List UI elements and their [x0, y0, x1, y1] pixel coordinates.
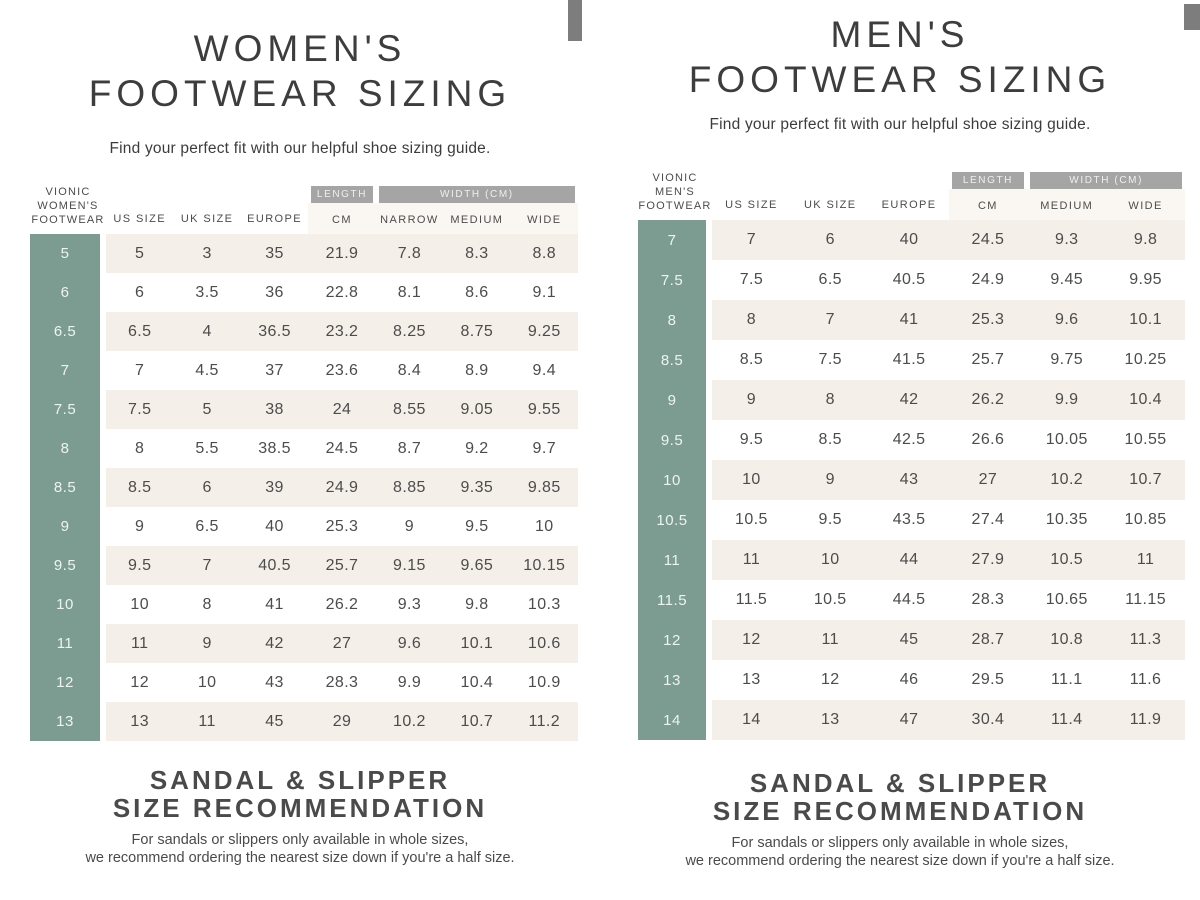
row-data-cell: 23.6: [325, 361, 359, 379]
row-data-cell: 10.2: [376, 702, 443, 741]
row-data-cell: 7: [135, 361, 145, 379]
mens-size-table: [638, 172, 1185, 740]
length-cm-column-header: CM: [308, 203, 375, 234]
row-data-cell: 7.5: [818, 351, 842, 368]
row-data-cell: 10.65: [1045, 591, 1088, 608]
row-data-cell: 10.5: [813, 591, 847, 608]
row-data-cell: 9.25: [511, 312, 578, 351]
row-size-cell: 11: [638, 540, 712, 580]
womens-title-line2: FOOTWEAR SIZING: [88, 73, 512, 114]
row-data-cell: 5: [173, 390, 240, 429]
row-data-cell: 6: [135, 283, 145, 301]
row-data-cell: 10: [130, 595, 150, 613]
row-data-cell: 24.5: [949, 220, 1028, 260]
row-size-cell: 7.5: [638, 260, 712, 300]
row-data-cell: 26.2: [949, 380, 1028, 420]
row-size-cell: 11: [30, 624, 106, 663]
row-data-cell: 43.5: [892, 511, 926, 528]
row-data-cell: 8: [202, 595, 212, 613]
corner-header-line: VIONIC: [652, 172, 698, 184]
womens-table-corner-header: [30, 185, 106, 234]
row-data-cell: 29: [308, 702, 375, 741]
row-size-cell: 8.5: [30, 468, 106, 507]
row-data-cell: 8.5: [106, 468, 173, 507]
footer-text-line: we recommend ordering the nearest size down if you're a half size.: [85, 850, 515, 866]
row-data-cell: 42: [870, 380, 949, 420]
width-group-header: WIDTH (CM): [1030, 172, 1182, 189]
womens-sandal-recommendation-text: [0, 831, 600, 867]
row-data-cell: 24.9: [308, 468, 375, 507]
row-data-cell: 9.05: [443, 390, 510, 429]
row-data-cell: 46: [899, 671, 919, 688]
row-data-cell: 9.35: [443, 468, 510, 507]
row-data-cell: 10.4: [460, 673, 494, 691]
width-medium-column-header: MEDIUM: [443, 203, 510, 234]
row-data-cell: 6.5: [106, 312, 173, 351]
row-data-cell: 28.3: [971, 591, 1005, 608]
row-data-cell: 9.4: [532, 361, 556, 379]
row-data-cell: 6.5: [818, 271, 842, 288]
footer-text-line: we recommend ordering the nearest size down if you're a half size.: [685, 853, 1115, 869]
row-data-cell: 6: [791, 220, 870, 260]
row-data-cell: 9: [135, 517, 145, 535]
row-data-cell: 9.5: [818, 511, 842, 528]
length-group-header: LENGTH: [311, 186, 372, 203]
mens-table-corner-header: [638, 171, 712, 220]
mens-sandal-recommendation-text: [600, 834, 1200, 870]
row-size-cell: 7: [638, 220, 712, 260]
row-data-cell: 7: [173, 546, 240, 585]
row-data-cell: 27.4: [971, 511, 1005, 528]
row-size-cell: 9.5: [638, 420, 712, 460]
row-data-cell: 8.8: [511, 234, 578, 273]
row-data-cell: 8.7: [397, 439, 422, 457]
womens-title-line1: WOMEN'S: [193, 28, 407, 69]
row-data-cell: 8.55: [376, 390, 443, 429]
row-data-cell: 9.8: [1106, 220, 1185, 260]
row-data-cell: 29.5: [971, 671, 1005, 688]
row-data-cell: 8.5: [818, 431, 842, 448]
us-size-column-header: US SIZE: [113, 213, 166, 225]
footer-heading-line: SANDAL & SLIPPER: [149, 765, 451, 795]
row-data-cell: 10.15: [511, 546, 578, 585]
row-data-cell: 10.9: [527, 673, 561, 691]
us-size-column-header: US SIZE: [725, 199, 778, 211]
row-data-cell: 10.6: [511, 624, 578, 663]
row-size-cell: 11.5: [638, 580, 712, 620]
row-data-cell: 47: [870, 700, 949, 740]
row-data-cell: 9.2: [465, 439, 489, 457]
row-size-cell: 8.5: [638, 340, 712, 380]
row-data-cell: 6: [173, 468, 240, 507]
row-data-cell: 43: [870, 460, 949, 500]
row-data-cell: 10: [791, 540, 870, 580]
row-size-cell: 6: [30, 273, 106, 312]
row-size-cell: 7: [30, 351, 106, 390]
row-data-cell: 8: [791, 380, 870, 420]
row-data-cell: 9.55: [511, 390, 578, 429]
row-data-cell: 6.5: [195, 517, 219, 535]
row-data-cell: 41.5: [892, 351, 926, 368]
row-size-cell: 13: [30, 702, 106, 741]
row-size-cell: 10: [30, 585, 106, 624]
row-data-cell: 8.4: [397, 361, 422, 379]
row-data-cell: 40.5: [241, 546, 308, 585]
row-data-cell: 12: [712, 620, 791, 660]
row-data-cell: 11: [1106, 540, 1185, 580]
row-size-cell: 8: [30, 429, 106, 468]
row-data-cell: 10: [712, 460, 791, 500]
row-data-cell: 43: [265, 673, 284, 691]
corner-header-line: MEN'S: [655, 186, 695, 198]
row-data-cell: 7: [712, 220, 791, 260]
row-size-cell: 13: [638, 660, 712, 700]
row-data-cell: 7.8: [376, 234, 443, 273]
row-data-cell: 8.1: [397, 283, 422, 301]
row-data-cell: 11: [106, 624, 173, 663]
row-data-cell: 10.85: [1124, 511, 1167, 528]
row-data-cell: 30.4: [949, 700, 1028, 740]
row-data-cell: 9.9: [397, 673, 422, 691]
row-data-cell: 11.9: [1106, 700, 1185, 740]
row-data-cell: 10.2: [1027, 460, 1106, 500]
row-data-cell: 10.7: [443, 702, 510, 741]
uk-size-column-header: UK SIZE: [803, 199, 857, 211]
row-data-cell: 8: [135, 439, 145, 457]
row-data-cell: 25.3: [325, 517, 359, 535]
row-data-cell: 11.1: [1050, 671, 1083, 688]
row-data-cell: 9.3: [1027, 220, 1106, 260]
row-data-cell: 3: [173, 234, 240, 273]
row-data-cell: 45: [241, 702, 308, 741]
row-data-cell: 36.5: [241, 312, 308, 351]
footer-heading-line: SANDAL & SLIPPER: [749, 768, 1051, 798]
row-data-cell: 24.5: [325, 439, 359, 457]
footer-text-line: For sandals or slippers only available in whole sizes,: [731, 835, 1069, 851]
row-data-cell: 10.3: [527, 595, 561, 613]
row-data-cell: 36: [265, 283, 284, 301]
width-wide-column-header: WIDE: [511, 203, 578, 234]
row-data-cell: 9: [173, 624, 240, 663]
length-cm-column-header: CM: [949, 189, 1028, 220]
corner-header-line: VIONIC: [45, 186, 91, 198]
row-data-cell: 10.1: [1106, 300, 1185, 340]
top-center-gray-bar: [568, 0, 582, 41]
row-data-cell: 7: [791, 300, 870, 340]
row-data-cell: 41: [265, 595, 284, 613]
row-size-cell: 5: [30, 234, 106, 273]
womens-sandal-recommendation-heading: [0, 766, 600, 822]
row-size-cell: 6.5: [30, 312, 106, 351]
row-data-cell: 8.25: [376, 312, 443, 351]
row-data-cell: 38.5: [258, 439, 291, 457]
row-size-cell: 12: [638, 620, 712, 660]
row-data-cell: 9.6: [376, 624, 443, 663]
row-data-cell: 9: [712, 380, 791, 420]
row-data-cell: 42: [241, 624, 308, 663]
mens-sizing-section: [600, 0, 1200, 900]
row-data-cell: 44.5: [892, 591, 926, 608]
row-data-cell: 8.3: [443, 234, 510, 273]
row-data-cell: 8: [712, 300, 791, 340]
corner-header-line: FOOTWEAR: [638, 200, 712, 212]
width-medium-column-header: MEDIUM: [1027, 189, 1106, 220]
row-size-cell: 10: [638, 460, 712, 500]
row-data-cell: 9.85: [511, 468, 578, 507]
row-data-cell: 10.5: [1027, 540, 1106, 580]
row-data-cell: 4: [173, 312, 240, 351]
row-data-cell: 24: [308, 390, 375, 429]
row-data-cell: 12: [820, 671, 840, 688]
europe-column-header: EUROPE: [881, 199, 937, 211]
row-data-cell: 9.1: [532, 283, 556, 301]
row-data-cell: 10.35: [1045, 511, 1088, 528]
row-data-cell: 9.75: [1050, 351, 1084, 368]
row-data-cell: 13: [791, 700, 870, 740]
row-data-cell: 9.5: [465, 517, 489, 535]
row-data-cell: 9.5: [106, 546, 173, 585]
row-data-cell: 27: [949, 460, 1028, 500]
row-data-cell: 10.8: [1027, 620, 1106, 660]
row-data-cell: 28.7: [949, 620, 1028, 660]
mens-title-line2: FOOTWEAR SIZING: [688, 59, 1112, 100]
corner-header-line: FOOTWEAR: [31, 214, 105, 226]
row-data-cell: 10.5: [735, 511, 768, 528]
row-data-cell: 8.75: [443, 312, 510, 351]
row-data-cell: 11.5: [735, 591, 768, 608]
row-data-cell: 10: [197, 673, 217, 691]
row-data-cell: 39: [241, 468, 308, 507]
row-data-cell: 9: [404, 517, 415, 535]
row-data-cell: 24.9: [971, 271, 1005, 288]
row-data-cell: 21.9: [308, 234, 375, 273]
row-data-cell: 5: [106, 234, 173, 273]
row-data-cell: 23.2: [308, 312, 375, 351]
width-group-header: WIDTH (CM): [379, 186, 575, 203]
row-data-cell: 9.6: [1027, 300, 1106, 340]
row-data-cell: 25.7: [308, 546, 375, 585]
row-data-cell: 10.4: [1106, 380, 1185, 420]
row-size-cell: 9.5: [30, 546, 106, 585]
row-size-cell: 9: [638, 380, 712, 420]
row-size-cell: 9: [30, 507, 106, 546]
row-data-cell: 7.5: [739, 271, 764, 288]
length-group-header: LENGTH: [952, 172, 1025, 189]
womens-subtitle: Find your perfect fit with our helpful shoe sizing guide.: [109, 140, 491, 157]
width-narrow-column-header: NARROW: [376, 203, 443, 234]
row-size-cell: 10.5: [638, 500, 712, 540]
row-data-cell: 13: [106, 702, 173, 741]
row-data-cell: 9.7: [532, 439, 556, 457]
europe-column-header: EUROPE: [247, 213, 302, 225]
row-data-cell: 8.6: [465, 283, 489, 301]
row-size-cell: 14: [638, 700, 712, 740]
row-data-cell: 28.3: [325, 673, 359, 691]
row-data-cell: 8.5: [739, 351, 764, 368]
row-data-cell: 14: [712, 700, 791, 740]
row-data-cell: 26.2: [325, 595, 359, 613]
row-data-cell: 12: [130, 673, 150, 691]
row-data-cell: 41: [870, 300, 949, 340]
row-data-cell: 3.5: [195, 283, 219, 301]
row-data-cell: 10.1: [443, 624, 510, 663]
row-data-cell: 10.7: [1106, 460, 1185, 500]
row-data-cell: 5.5: [195, 439, 219, 457]
top-right-gray-bar: [1184, 4, 1200, 30]
row-data-cell: 10.55: [1124, 431, 1167, 448]
row-data-cell: 25.3: [949, 300, 1028, 340]
row-data-cell: 8.85: [376, 468, 443, 507]
row-data-cell: 9.65: [443, 546, 510, 585]
row-data-cell: 10: [534, 517, 554, 535]
row-size-cell: 12: [30, 663, 106, 702]
row-data-cell: 25.7: [971, 351, 1005, 368]
row-size-cell: 8: [638, 300, 712, 340]
row-data-cell: 9.45: [1050, 271, 1084, 288]
uk-size-column-header: UK SIZE: [180, 213, 234, 225]
row-data-cell: 11.6: [1129, 671, 1162, 688]
mens-subtitle: Find your perfect fit with our helpful shoe sizing guide.: [709, 116, 1091, 133]
row-data-cell: 45: [870, 620, 949, 660]
row-data-cell: 11.3: [1106, 620, 1185, 660]
row-data-cell: 9.9: [1027, 380, 1106, 420]
womens-size-table: [30, 186, 578, 741]
mens-title-line1: MEN'S: [830, 14, 970, 55]
row-data-cell: 10.25: [1124, 351, 1167, 368]
row-data-cell: 11: [712, 540, 791, 580]
row-data-cell: 40: [870, 220, 949, 260]
row-data-cell: 26.6: [971, 431, 1005, 448]
row-data-cell: 37: [265, 361, 284, 379]
row-data-cell: 11: [791, 620, 870, 660]
row-data-cell: 9.3: [397, 595, 422, 613]
row-data-cell: 40.5: [892, 271, 926, 288]
row-data-cell: 11: [173, 702, 240, 741]
row-data-cell: 9.8: [465, 595, 489, 613]
row-data-cell: 4.5: [195, 361, 219, 379]
row-data-cell: 13: [742, 671, 761, 688]
row-data-cell: 27.9: [949, 540, 1028, 580]
womens-page-title: [0, 26, 600, 116]
mens-sandal-recommendation-heading: [600, 769, 1200, 825]
row-data-cell: 42.5: [892, 431, 926, 448]
row-data-cell: 11.4: [1027, 700, 1106, 740]
row-data-cell: 11.15: [1125, 591, 1166, 608]
width-wide-column-header: WIDE: [1106, 189, 1185, 220]
footer-heading-line: SIZE RECOMMENDATION: [112, 793, 488, 823]
row-data-cell: 9.15: [376, 546, 443, 585]
row-data-cell: 9: [791, 460, 870, 500]
row-data-cell: 10.05: [1045, 431, 1088, 448]
row-data-cell: 38: [241, 390, 308, 429]
footer-text-line: For sandals or slippers only available in whole sizes,: [131, 832, 469, 848]
row-data-cell: 8.9: [465, 361, 489, 379]
row-data-cell: 22.8: [325, 283, 359, 301]
corner-header-line: WOMEN'S: [37, 200, 99, 212]
row-data-cell: 27: [308, 624, 375, 663]
row-data-cell: 11.2: [511, 702, 578, 741]
row-data-cell: 9.5: [739, 431, 764, 448]
row-data-cell: 7.5: [106, 390, 173, 429]
mens-page-title: [600, 12, 1200, 102]
row-size-cell: 7.5: [30, 390, 106, 429]
row-data-cell: 35: [241, 234, 308, 273]
row-data-cell: 44: [870, 540, 949, 580]
row-data-cell: 40: [265, 517, 284, 535]
footer-heading-line: SIZE RECOMMENDATION: [712, 796, 1088, 826]
row-data-cell: 9.95: [1129, 271, 1162, 288]
